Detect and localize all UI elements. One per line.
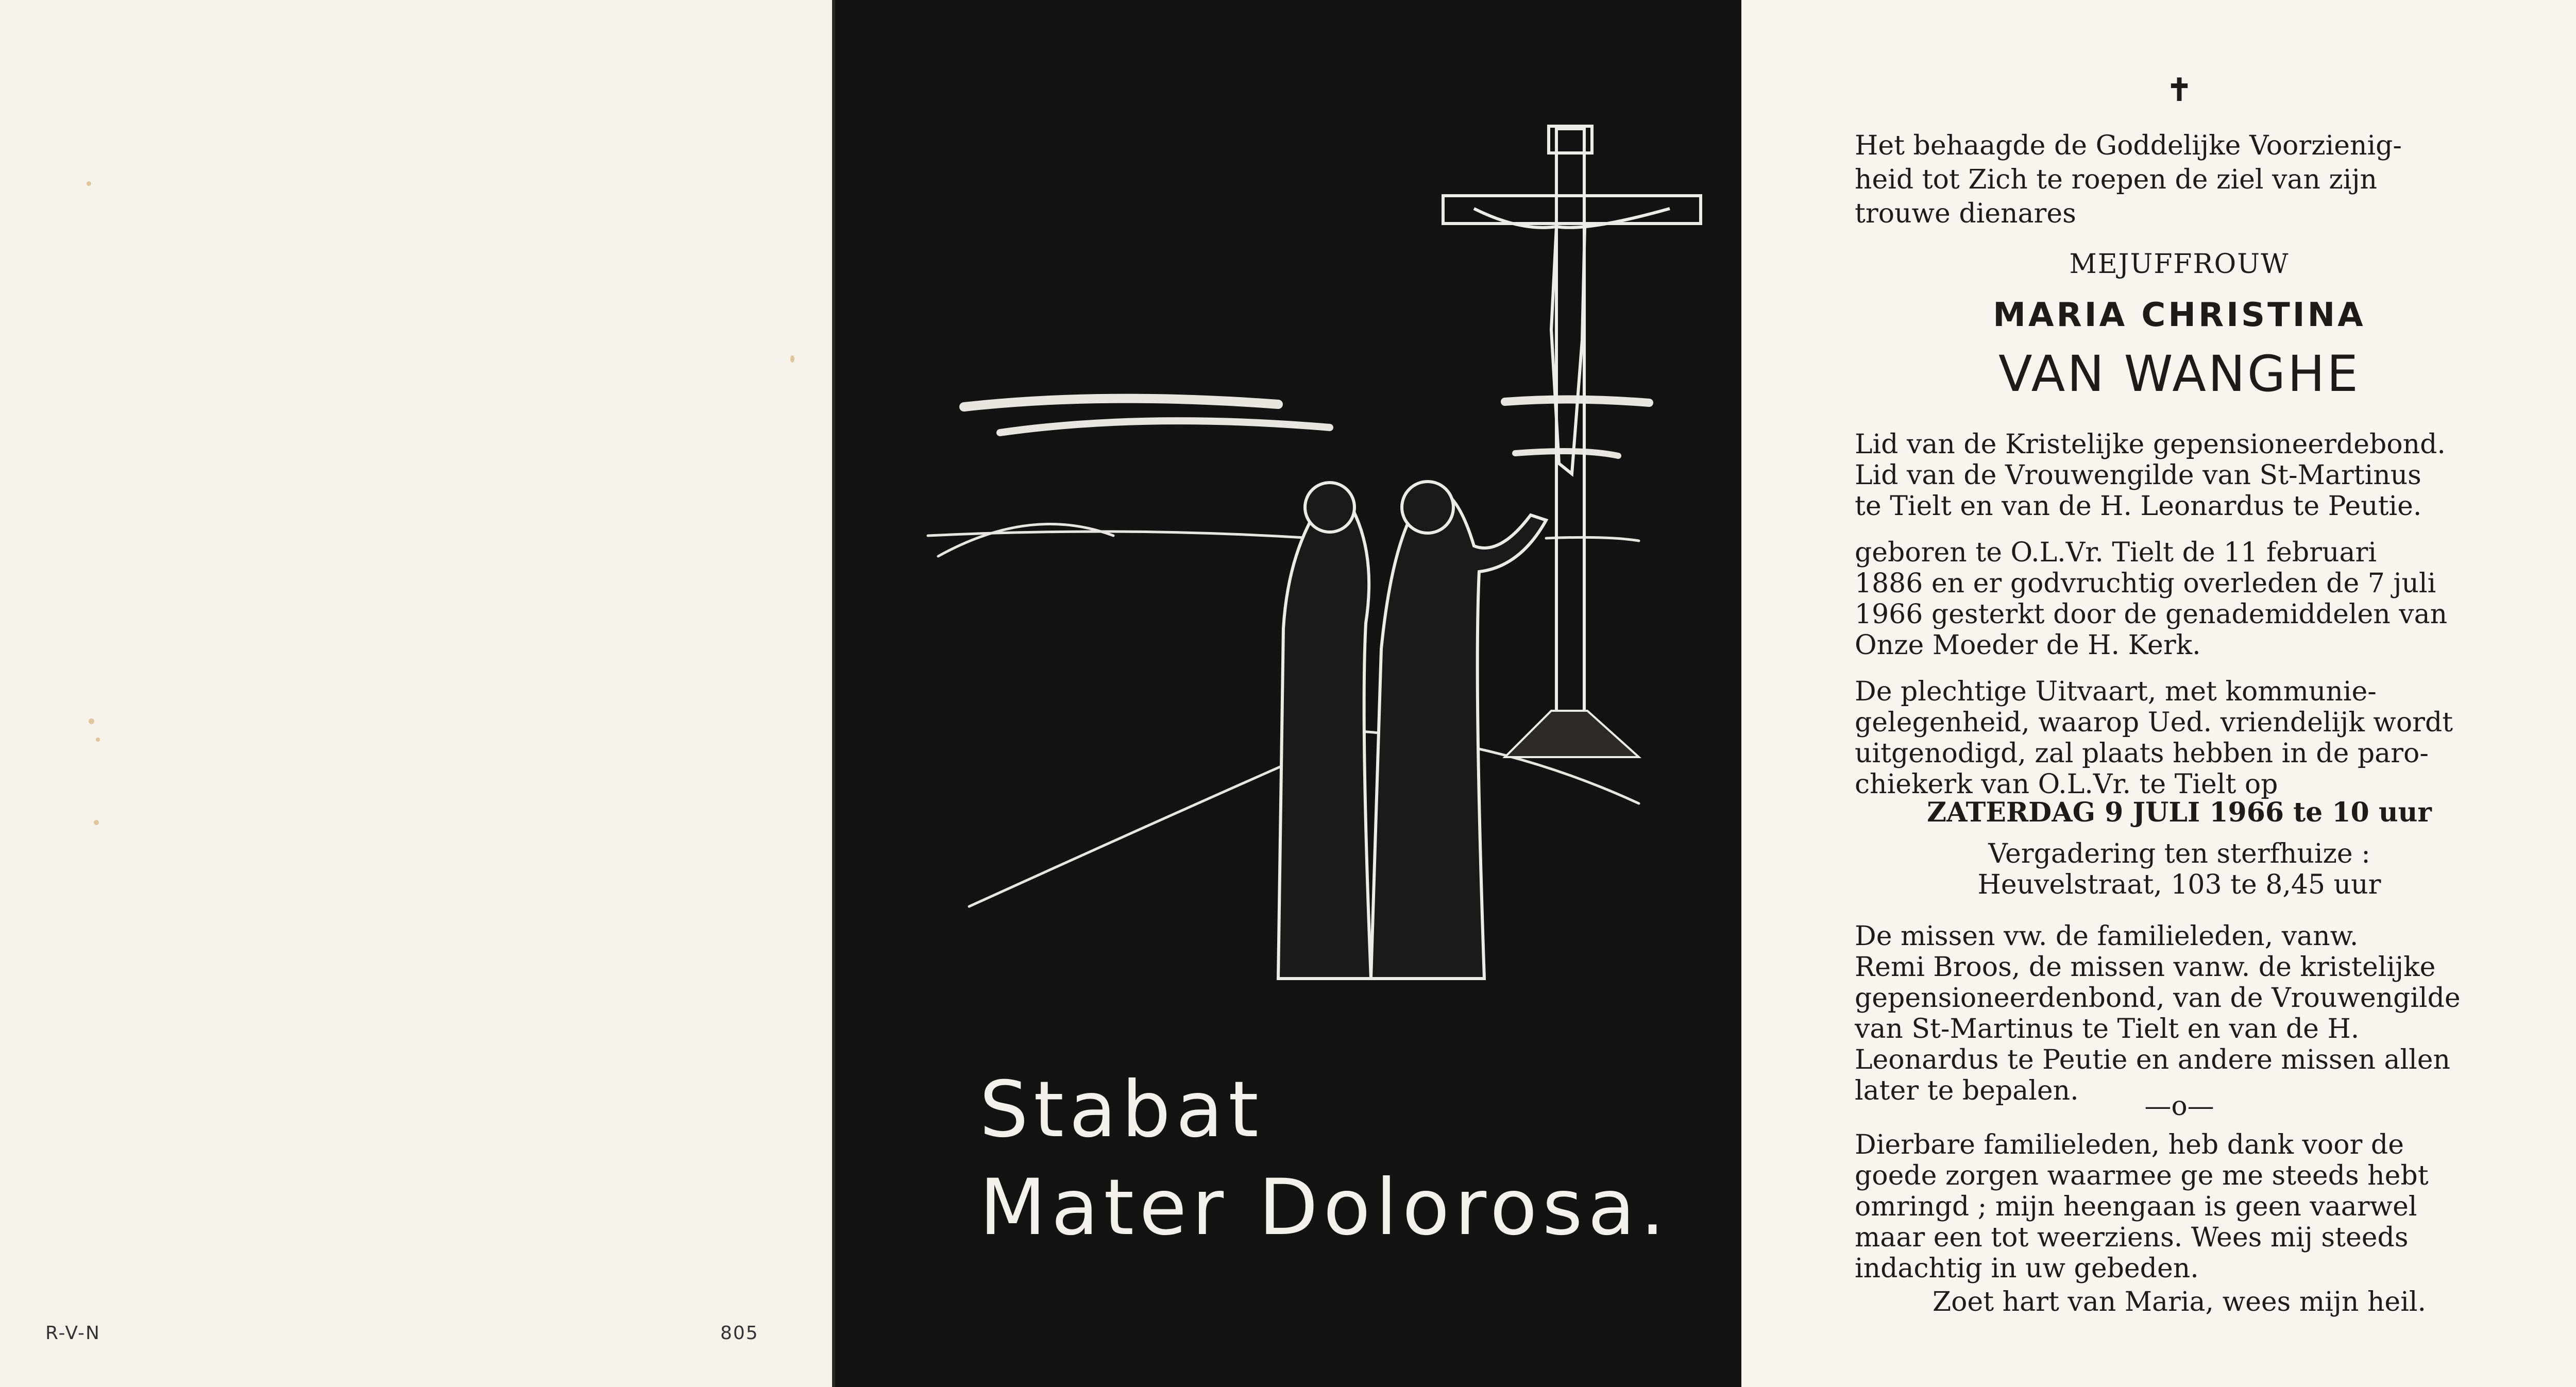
standing-figure-left bbox=[1278, 494, 1371, 979]
cross-icon: ✝ bbox=[2166, 72, 2193, 108]
masses-line: gepensioneerdenbond, van de Vrouwengilde bbox=[1855, 983, 2461, 1014]
funeral-date: ZATERDAG 9 JULI 1966 te 10 uur bbox=[1927, 797, 2432, 828]
obituary-panel bbox=[1741, 0, 2576, 1387]
masses-line: van St-Martinus te Tielt en van de H. bbox=[1855, 1014, 2360, 1044]
cover-title-line-2: Mater Dolorosa. bbox=[979, 1163, 1670, 1253]
paper-speck bbox=[94, 820, 99, 825]
hill-line bbox=[938, 524, 1113, 557]
farewell-line: indachtig in uw gebeden. bbox=[1855, 1253, 2199, 1284]
sky-streak bbox=[964, 399, 1278, 407]
paper-speck bbox=[790, 355, 794, 363]
paper-speck bbox=[96, 738, 100, 742]
paper-speck bbox=[87, 181, 91, 186]
back-panel bbox=[0, 0, 832, 1387]
intro-line: Het behaagde de Goddelijke Voorzienig- bbox=[1855, 130, 2402, 161]
closing-prayer: Zoet hart van Maria, wees mijn heil. bbox=[1932, 1287, 2426, 1317]
sky-streak bbox=[1515, 451, 1618, 456]
funeral-line: gelegenheid, waarop Ued. vriendelijk wordt bbox=[1855, 707, 2453, 738]
cross-base bbox=[1505, 711, 1639, 757]
sky-streak bbox=[1000, 421, 1330, 433]
cover-title-line-1: Stabat bbox=[979, 1065, 1264, 1155]
farewell-line: maar een tot weerziens. Wees mij steeds bbox=[1855, 1222, 2409, 1253]
cross-post bbox=[1556, 129, 1584, 742]
meeting-address: Heuvelstraat, 103 te 8,45 uur bbox=[1977, 869, 2381, 900]
membership-line: Lid van de Vrouwengilde van St-Martinus bbox=[1855, 460, 2421, 491]
horizon-line bbox=[1546, 537, 1639, 541]
standing-figure-right bbox=[1371, 489, 1546, 979]
birth-line: Onze Moeder de H. Kerk. bbox=[1855, 630, 2201, 661]
cover-panel bbox=[832, 0, 1741, 1387]
masses-line: Remi Broos, de missen vanw. de kristelijke bbox=[1855, 952, 2436, 983]
divider: —o— bbox=[2144, 1091, 2214, 1122]
surname: VAN WANGHE bbox=[1998, 345, 2360, 403]
meeting-line: Vergadering ten sterfhuize : bbox=[1988, 838, 2370, 869]
card-number: 805 bbox=[720, 1323, 759, 1344]
printer-code: R-V-N bbox=[45, 1323, 100, 1344]
birth-line: 1966 gesterkt door de genademiddelen van bbox=[1855, 599, 2448, 630]
farewell-line: Dierbare familieleden, heb dank voor de bbox=[1855, 1129, 2404, 1160]
figure-head bbox=[1402, 482, 1453, 533]
membership-line: te Tielt en van de H. Leonardus te Peutie. bbox=[1855, 491, 2422, 522]
birth-line: 1886 en er godvruchtig overleden de 7 juli bbox=[1855, 568, 2436, 599]
membership-line: Lid van de Kristelijke gepensioneerdebond. bbox=[1855, 429, 2446, 460]
birth-line: geboren te O.L.Vr. Tielt de 11 februari bbox=[1855, 537, 2377, 568]
figure-head bbox=[1305, 483, 1354, 532]
intro-line: heid tot Zich te roepen de ziel van zijn bbox=[1855, 164, 2378, 195]
funeral-line: uitgenodigd, zal plaats hebben in de paro- bbox=[1855, 738, 2429, 769]
farewell-line: goede zorgen waarmee ge me steeds hebt bbox=[1855, 1160, 2429, 1191]
mourning-figures bbox=[1278, 482, 1546, 979]
masses-line: later te bepalen. bbox=[1855, 1075, 2079, 1106]
funeral-line: chiekerk van O.L.Vr. te Tielt op bbox=[1855, 769, 2278, 800]
farewell-line: omringd ; mijn heengaan is geen vaarwel bbox=[1855, 1191, 2417, 1222]
cross bbox=[1443, 126, 1701, 742]
masses-line: Leonardus te Peutie en andere missen allen bbox=[1855, 1044, 2451, 1075]
masses-line: De missen vw. de familieleden, vanw. bbox=[1855, 921, 2359, 952]
funeral-line: De plechtige Uitvaart, met kommunie- bbox=[1855, 676, 2377, 707]
given-names: MARIA CHRISTINA bbox=[1993, 296, 2366, 334]
honorific: MEJUFFROUW bbox=[2069, 249, 2290, 280]
intro-line: trouwe dienares bbox=[1855, 198, 2076, 229]
paper-speck bbox=[89, 718, 94, 724]
